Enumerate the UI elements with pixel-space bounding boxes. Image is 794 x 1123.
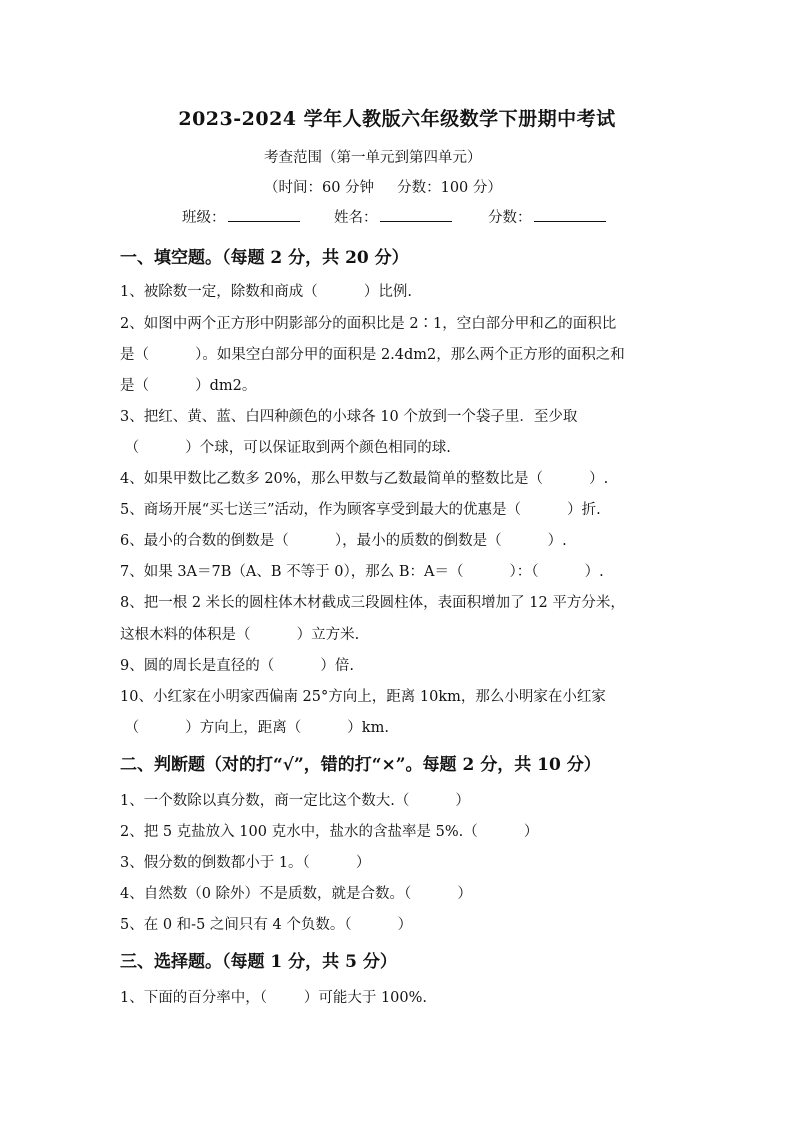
question-line: 是（ ）。如果空白部分甲的面积是 2.4dm2，那么两个正方形的面积之和 bbox=[120, 347, 625, 363]
score-field[interactable] bbox=[488, 206, 606, 227]
name-label: 姓名： bbox=[334, 210, 378, 226]
exam-title: 2023-2024 学年人教版六年级数学下册期中考试 bbox=[178, 108, 616, 130]
name-blank[interactable] bbox=[380, 207, 452, 222]
score-label: 分数： bbox=[488, 210, 532, 226]
question-line: 9、圆的周长是直径的（ ）倍. bbox=[120, 658, 354, 674]
question-line: 10、小红家在小明家西偏南 25°方向上，距离 10km，那么小明家在小红家 bbox=[120, 689, 606, 705]
question-line: 3、假分数的倒数都小于 1。（ ） bbox=[120, 855, 371, 871]
section-3-heading: 三、选择题。（每题 1 分，共 5 分） bbox=[120, 952, 397, 972]
question-line: 2、把 5 克盐放入 100 克水中，盐水的含盐率是 5%.（ ） bbox=[120, 824, 539, 840]
exam-time-score: （时间：60 分钟 分数：100 分） bbox=[264, 180, 502, 196]
question-line: 5、商场开展“买七送三”活动，作为顾客享受到最大的优惠是（ ）折. bbox=[120, 502, 601, 518]
class-field[interactable] bbox=[182, 206, 300, 227]
name-field[interactable] bbox=[334, 206, 452, 227]
class-blank[interactable] bbox=[228, 207, 300, 222]
section-2-heading: 二、判断题（对的打“√”，错的打“×”。每题 2 分，共 10 分） bbox=[120, 755, 601, 775]
question-line: 1、下面的百分率中，（ ）可能大于 100%. bbox=[120, 990, 428, 1006]
question-line: 1、被除数一定，除数和商成（ ）比例. bbox=[120, 284, 412, 300]
section-1-heading: 一、填空题。（每题 2 分，共 20 分） bbox=[120, 248, 409, 268]
question-line: 3、把红、黄、蓝、白四种颜色的小球各 10 个放到一个袋子里．至少取 bbox=[120, 409, 578, 425]
question-line: 2、如图中两个正方形中阴影部分的面积比是 2∶1，空白部分甲和乙的面积比 bbox=[120, 316, 617, 332]
question-line: 4、如果甲数比乙数多 20%，那么甲数与乙数最简单的整数比是（ ）. bbox=[120, 471, 609, 487]
question-line: 这根木料的体积是（ ）立方米. bbox=[120, 627, 360, 643]
question-line: 7、如果 3A＝7B（A、B 不等于 0），那么 B：A＝（ ）：（ ）. bbox=[120, 564, 604, 580]
score-blank[interactable] bbox=[534, 207, 606, 222]
question-line: 6、最小的合数的倒数是（ ），最小的质数的倒数是（ ）. bbox=[120, 533, 567, 549]
question-line: 8、把一根 2 米长的圆柱体木材截成三段圆柱体，表面积增加了 12 平方分米， bbox=[120, 595, 625, 611]
question-line: （ ）方向上，距离（ ）km. bbox=[120, 720, 389, 736]
question-line: 1、一个数除以真分数，商一定比这个数大.（ ） bbox=[120, 793, 470, 809]
question-line: 是（ ）dm2。 bbox=[120, 378, 257, 394]
class-label: 班级： bbox=[182, 210, 226, 226]
question-line: 4、自然数（0 除外）不是质数，就是合数。（ ） bbox=[120, 886, 472, 902]
question-line: 5、在 0 和-5 之间只有 4 个负数。（ ） bbox=[120, 917, 413, 933]
question-line: （ ）个球，可以保证取到两个颜色相同的球. bbox=[120, 440, 451, 456]
exam-scope: 考查范围（第一单元到第四单元） bbox=[264, 150, 482, 166]
